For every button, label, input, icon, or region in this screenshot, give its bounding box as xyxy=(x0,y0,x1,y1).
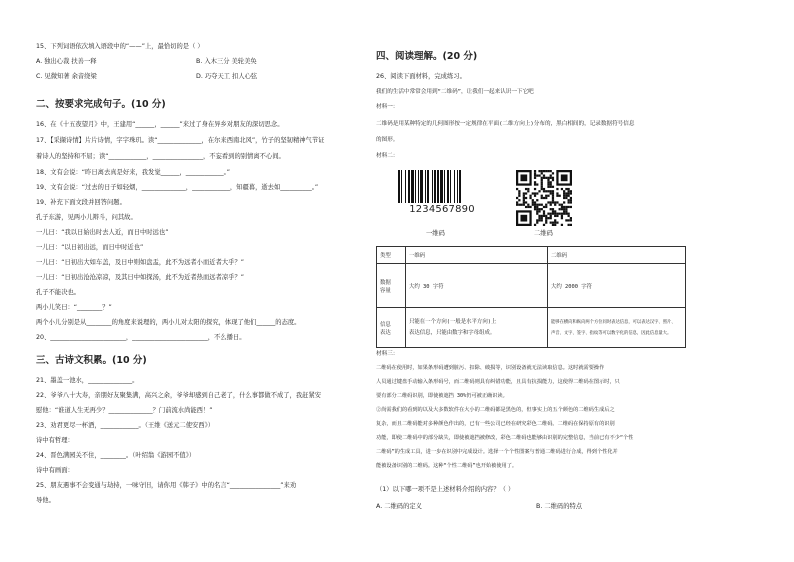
qr-module xyxy=(547,170,549,172)
qr-module xyxy=(550,222,552,224)
qr-module xyxy=(543,177,545,179)
qr-module xyxy=(552,190,554,192)
qr-module xyxy=(559,208,561,210)
qr-module xyxy=(534,204,536,206)
option-d: D. 巧夺天工 扣人心弦 xyxy=(196,73,258,80)
table-row xyxy=(377,308,686,348)
section-3-heading: 三、古诗文积累。(10 分) xyxy=(36,355,147,366)
qr-module xyxy=(525,201,527,203)
qr-module xyxy=(541,197,543,199)
qr-module xyxy=(523,201,525,203)
caption-2d: 二维码 xyxy=(534,230,553,237)
material-3-line: ②尚需我们的看到的以及大多数软件在大小的二维码都是黑色的，但事实上的五个颜色的二维码生成后之 xyxy=(376,407,615,413)
qr-module xyxy=(547,190,549,192)
qr-module xyxy=(543,174,545,176)
barcode-bar xyxy=(459,170,461,203)
qr-module xyxy=(545,190,547,192)
qr-module xyxy=(554,219,556,221)
qr-module xyxy=(534,183,536,185)
qr-module xyxy=(520,204,522,206)
qr-module xyxy=(565,197,567,199)
qr-module xyxy=(570,217,572,219)
question-22: 22、爷爷八十大寿，亲朋好友聚集满，高兴之余，爷爷却感到自己老了，什么事都做不成了，我赶紧安 xyxy=(36,392,322,399)
qr-module xyxy=(534,195,536,197)
qr-code-image xyxy=(516,170,572,226)
qr-module xyxy=(552,195,554,197)
qr-module xyxy=(561,208,563,210)
barcode-bar xyxy=(415,170,416,203)
qr-module xyxy=(550,190,552,192)
qr-module xyxy=(545,217,547,219)
material-3-line: 二维码在使用时，如果条形码遭到脏污、扣除、破损等，识别设备就无法读取信息。这时就需要操作 xyxy=(376,365,605,371)
material-3-line: 复杂，而且二维码能对多种颜色作出的，已有一些公司已经在研究彩色二维码。二维码在保持原有的识别 xyxy=(376,421,615,427)
question-24: 24、晋色满园关不住，________。（叶绍翁《游园不值》） xyxy=(36,452,196,459)
material-2-label: 材料二： xyxy=(376,153,399,159)
qr-module xyxy=(561,215,563,217)
table-cell: 数据 容量 xyxy=(377,264,406,308)
question-25b: 导他。 xyxy=(36,497,55,504)
qr-module xyxy=(541,181,543,183)
qr-module xyxy=(538,190,540,192)
qr-module xyxy=(545,177,547,179)
qr-module xyxy=(568,195,570,197)
qr-module xyxy=(568,190,570,192)
qr-module xyxy=(543,215,545,217)
qr-module xyxy=(547,186,549,188)
question-26: 26、阅读下面材料，完成练习。 xyxy=(376,73,466,80)
qr-module xyxy=(534,224,536,226)
qr-module xyxy=(563,192,565,194)
qr-module xyxy=(518,190,520,192)
qr-module xyxy=(565,206,567,208)
barcode-bar xyxy=(401,170,402,203)
qr-module xyxy=(541,217,543,219)
qr-module xyxy=(563,213,565,215)
qr-module xyxy=(523,197,525,199)
question-21: 21、墨盖一池水，______________。 xyxy=(36,377,139,384)
qr-module xyxy=(527,206,529,208)
question-22b: 慰他：“谁道人生无再少？______________？门前流水尚能西！” xyxy=(36,407,213,414)
qr-module xyxy=(543,224,545,226)
qr-module xyxy=(536,204,538,206)
qr-module xyxy=(547,181,549,183)
qr-module xyxy=(556,213,558,215)
qr-module xyxy=(543,206,545,208)
qr-module xyxy=(541,177,543,179)
qr-module xyxy=(563,197,565,199)
qr-module xyxy=(547,213,549,215)
qr-module xyxy=(532,204,534,206)
qr-module xyxy=(570,206,572,208)
table-cell: 大约 2000 字符 xyxy=(548,264,686,308)
qr-module xyxy=(550,192,552,194)
qr-module xyxy=(516,204,518,206)
qr-module xyxy=(561,188,563,190)
qr-module xyxy=(516,201,518,203)
qr-module xyxy=(570,197,572,199)
qr-module xyxy=(563,210,565,212)
qr-module xyxy=(552,222,554,224)
qr-module xyxy=(518,199,520,201)
qr-module xyxy=(568,213,570,215)
qr-module xyxy=(534,208,536,210)
qr-module xyxy=(556,222,558,224)
question-23b: 诗中有哲理： xyxy=(36,437,74,444)
qr-module xyxy=(570,199,572,201)
qr-module xyxy=(541,179,543,181)
qr-module xyxy=(550,208,552,210)
qr-module xyxy=(525,197,527,199)
table-row xyxy=(377,247,686,264)
table-cell: 能够在横向和纵向两个方位同时表达信息，可以表达汉字、照片、 声音、文字、签字、指纹等可以数字化的信息，因此信息量大。 xyxy=(548,308,686,348)
qr-module xyxy=(568,206,570,208)
qr-module xyxy=(541,183,543,185)
qr-module xyxy=(556,201,558,203)
table-cell: 只能在一个方向(一般是水平方向)上 表达信息，只能由数字和字母组成。 xyxy=(406,308,548,348)
qr-module xyxy=(538,217,540,219)
qr-module xyxy=(536,213,538,215)
option-a: A. 独出心裁 扶善一释 xyxy=(36,58,97,65)
qr-module xyxy=(534,192,536,194)
qr-module xyxy=(538,174,540,176)
question-18: 18、文有会说：“昨日离去真是好来，我发觉______，____________。” xyxy=(36,169,230,176)
qr-module xyxy=(543,197,545,199)
qr-module xyxy=(565,192,567,194)
sub-question-1: （1）以下哪一项不是上述材料介绍的内容？（ ） xyxy=(376,486,515,493)
qr-module xyxy=(552,177,554,179)
qr-module xyxy=(541,219,543,221)
qr-module xyxy=(556,188,558,190)
qr-module xyxy=(554,215,556,217)
caption-1d: 一维码 xyxy=(426,230,445,237)
passage-line-1: 孔子东游，见两小儿辩斗，问其故。 xyxy=(36,214,137,221)
qr-module xyxy=(538,210,540,212)
qr-module xyxy=(527,190,529,192)
qr-module xyxy=(543,213,545,215)
barcode-bar xyxy=(457,170,458,203)
qr-module xyxy=(529,195,531,197)
question-17a: 17、【采撷诗情】片片诗情，字字珠玑。读“______________，在尔来西南北风”，竹子的坚韧精神气节证 xyxy=(36,137,325,144)
question-20: 20、________________________，________________________，不么播日。 xyxy=(36,334,246,341)
barcode-bar xyxy=(408,170,410,203)
qr-module xyxy=(536,210,538,212)
barcode-bar xyxy=(450,170,451,203)
qr-module xyxy=(538,219,540,221)
option-a: A. 二维码的定义 xyxy=(376,503,422,510)
qr-module xyxy=(561,206,563,208)
qr-module xyxy=(554,224,556,226)
qr-module xyxy=(547,177,549,179)
qr-module xyxy=(552,199,554,201)
qr-module xyxy=(534,201,536,203)
qr-module xyxy=(552,208,554,210)
barcode-bar xyxy=(440,170,443,203)
qr-module xyxy=(518,192,520,194)
material-3-line: 要有部分二维码识别，即使被遮挡 30%仍可被正确识读。 xyxy=(376,393,508,399)
qr-module xyxy=(563,190,565,192)
qr-module xyxy=(534,181,536,183)
qr-module xyxy=(554,210,556,212)
qr-module xyxy=(568,192,570,194)
barcode-bar xyxy=(437,170,439,203)
qr-module xyxy=(565,188,567,190)
material-3-label: 材料三： xyxy=(376,351,399,357)
qr-module xyxy=(541,208,543,210)
qr-module xyxy=(536,199,538,201)
qr-module xyxy=(538,204,540,206)
qr-module xyxy=(534,177,536,179)
option-b: B. 入木三分 美轮美奂 xyxy=(196,58,257,65)
material-3-line: 能被设备识别的二维码。这种“个性二维码”也开始被使用了。 xyxy=(376,463,518,469)
passage-question: 两个小儿分别是从________的角度来说理的，两小儿对太阳的探究，体现了他们______的态度。 xyxy=(36,319,301,326)
qr-module xyxy=(552,186,554,188)
barcode-bar xyxy=(447,170,449,203)
qr-module xyxy=(550,170,552,172)
qr-module xyxy=(550,183,552,185)
question-19: 19、补充下面文段并回答问题。 xyxy=(36,199,126,206)
barcode-bar xyxy=(434,170,436,203)
qr-module xyxy=(556,192,558,194)
qr-module xyxy=(523,199,525,201)
barcode-bar xyxy=(405,170,406,203)
question-24b: 诗中有画面： xyxy=(36,467,74,474)
material-1-text: 二维码是用某种特定的几何图形按一定规律在平面(二维方向上)分布的，黑白相间的，记录数据符号信息 xyxy=(376,121,635,127)
material-3-line: 二维码”的生成工具，进一步在识别中完成设计。选择一个个性图案与普通二维码进行合成，得到个性化并 xyxy=(376,449,618,455)
table-cell: 类型 xyxy=(377,247,406,264)
qr-module xyxy=(541,204,543,206)
qr-module xyxy=(547,201,549,203)
qr-module xyxy=(536,192,538,194)
qr-module xyxy=(529,197,531,199)
qr-module xyxy=(538,215,540,217)
question-23: 23、劝君更尽一杯酒，____________。（王维《送元二使安西》） xyxy=(36,422,215,429)
intro-text: 我们的生活中常常会用到“二维码”，让我们一起来认识一下它吧 xyxy=(376,89,534,95)
qr-module xyxy=(545,215,547,217)
option-b: B. 二维码的特点 xyxy=(536,503,583,510)
barcode-bar xyxy=(418,170,419,203)
qr-module xyxy=(516,197,518,199)
qr-module xyxy=(534,206,536,208)
table-cell: 二维码 xyxy=(548,247,686,264)
passage-line-5: 一儿曰：“日初出沧沧凉凉，及其日中如探汤，此不为近者热而远者凉乎？” xyxy=(36,274,245,281)
qr-module xyxy=(523,192,525,194)
qr-module xyxy=(556,215,558,217)
qr-module xyxy=(550,204,552,206)
barcode-bar xyxy=(427,170,429,203)
qr-module xyxy=(565,213,567,215)
qr-module xyxy=(552,197,554,199)
qr-module xyxy=(545,219,547,221)
qr-module xyxy=(523,195,525,197)
qr-module xyxy=(532,192,534,194)
qr-module xyxy=(525,192,527,194)
qr-module xyxy=(565,208,567,210)
qr-module xyxy=(554,201,556,203)
qr-module xyxy=(536,206,538,208)
material-3-line: 功能，即使二维码中的部分缺失，即使被遮挡被修改，彩色二维码也能够由识别的完整信息，当前已有不少“个性 xyxy=(376,435,634,441)
qr-module xyxy=(561,217,563,219)
qr-module xyxy=(570,224,572,226)
qr-module xyxy=(552,192,554,194)
qr-module xyxy=(545,170,547,172)
qr-module xyxy=(559,195,561,197)
qr-module xyxy=(547,179,549,181)
passage-line-2: 一儿曰：“我以日始出时去人近，而日中时远也” xyxy=(36,229,169,236)
passage-line-3: 一儿曰：“以日初出远，而日中时近也” xyxy=(36,244,144,251)
qr-module xyxy=(538,208,540,210)
qr-module xyxy=(561,174,568,181)
qr-module xyxy=(536,222,538,224)
qr-module xyxy=(563,195,565,197)
material-3-line: 人员通过键盘手动输入条形码号，而二维码则具有纠错功能，且具有抗损能力，这使得二维码在图示时，只 xyxy=(376,379,620,385)
passage-line-6: 孔子不能决也。 xyxy=(36,289,81,296)
qr-module xyxy=(554,204,556,206)
qr-module xyxy=(516,188,518,190)
qr-module xyxy=(545,222,547,224)
qr-module xyxy=(541,195,543,197)
qr-module xyxy=(565,195,567,197)
qr-module xyxy=(552,213,554,215)
material-1-text2: 的图形。 xyxy=(376,137,399,143)
comparison-table xyxy=(376,246,686,348)
qr-module xyxy=(570,190,572,192)
qr-module xyxy=(568,201,570,203)
qr-module xyxy=(520,174,527,181)
qr-module xyxy=(536,208,538,210)
qr-module xyxy=(550,215,552,217)
barcode-bar xyxy=(425,170,426,203)
qr-module xyxy=(559,204,561,206)
qr-module xyxy=(545,204,547,206)
qr-module xyxy=(536,174,538,176)
qr-module xyxy=(543,210,545,212)
qr-module xyxy=(547,217,549,219)
qr-module xyxy=(568,188,570,190)
qr-module xyxy=(529,206,531,208)
option-c: C. 见微知著 余音绕梁 xyxy=(36,73,97,80)
passage-line-7: 两小儿笑曰：“________？” xyxy=(36,304,112,311)
qr-module xyxy=(563,208,565,210)
material-1-label: 材料一： xyxy=(376,104,399,110)
table-cell: 大约 30 字符 xyxy=(406,264,548,308)
qr-module xyxy=(550,181,552,183)
qr-module xyxy=(532,199,534,201)
question-25: 25、朋友遇事不会变通与劫持，一味守旧，请你用《韩子》中的名言“________________”来劝 xyxy=(36,482,297,489)
qr-module xyxy=(541,170,543,172)
qr-module xyxy=(543,170,545,172)
qr-module xyxy=(552,179,554,181)
qr-module xyxy=(527,204,529,206)
qr-module xyxy=(559,213,561,215)
qr-module xyxy=(550,177,552,179)
qr-module xyxy=(568,199,570,201)
barcode-bar xyxy=(398,170,400,203)
qr-module xyxy=(545,197,547,199)
question-16: 16、在《十五夜望月》中，王建用“______，______”来过了身在异乡对朋友的深切思念。 xyxy=(36,121,284,128)
qr-module xyxy=(520,215,527,222)
qr-module xyxy=(523,204,525,206)
qr-module xyxy=(534,170,536,172)
qr-module xyxy=(568,219,570,221)
barcode-number: 1234567890 xyxy=(409,204,475,215)
question-15: 15、下列词语依次填入语段中的“——”上，最恰切的是（ ） xyxy=(36,43,204,50)
barcode-bar xyxy=(411,170,414,203)
qr-module xyxy=(561,213,563,215)
qr-module xyxy=(550,186,552,188)
qr-module xyxy=(556,195,558,197)
qr-module xyxy=(568,215,570,217)
qr-module xyxy=(525,206,527,208)
qr-module xyxy=(568,224,570,226)
qr-module xyxy=(547,195,549,197)
qr-module xyxy=(570,201,572,203)
qr-module xyxy=(518,204,520,206)
qr-module xyxy=(550,213,552,215)
passage-line-4: 一儿曰：“日初出大如车盖，及日中则如盘盂，此不为远者小而近者大乎？” xyxy=(36,259,245,266)
qr-module xyxy=(554,213,556,215)
qr-module xyxy=(565,219,567,221)
qr-module xyxy=(541,215,543,217)
qr-module xyxy=(541,172,543,174)
qr-module xyxy=(550,174,552,176)
qr-module xyxy=(543,190,545,192)
qr-module xyxy=(565,210,567,212)
table-cell: 信息 表达 xyxy=(377,308,406,348)
qr-module xyxy=(534,174,536,176)
qr-module xyxy=(541,188,543,190)
qr-module xyxy=(536,219,538,221)
qr-module xyxy=(541,186,543,188)
question-18b: 19、文有会说：“过去的日子如轻烟，______________，____________，知疆暮，逝去如__________。” xyxy=(36,184,319,191)
qr-module xyxy=(538,170,540,172)
qr-module xyxy=(534,188,536,190)
qr-module xyxy=(563,206,565,208)
table-cell: 一维码 xyxy=(406,247,548,264)
barcode-bar xyxy=(432,170,433,203)
qr-module xyxy=(534,172,536,174)
qr-module xyxy=(561,224,563,226)
question-17b: 着诗人的坚持和不屈；读“____________，________________，不妄看到的别情离不心间。 xyxy=(36,153,285,160)
qr-module xyxy=(554,222,556,224)
qr-module xyxy=(527,188,529,190)
table-row xyxy=(377,264,686,308)
qr-module xyxy=(518,195,520,197)
qr-module xyxy=(570,219,572,221)
qr-module xyxy=(552,210,554,212)
barcode-bar xyxy=(444,170,445,203)
barcode-bar xyxy=(454,170,455,203)
qr-module xyxy=(525,188,527,190)
qr-module xyxy=(570,192,572,194)
qr-module xyxy=(532,201,534,203)
qr-module xyxy=(552,201,554,203)
qr-module xyxy=(545,206,547,208)
section-4-heading: 四、阅读理解。(20 分) xyxy=(376,51,478,62)
qr-module xyxy=(545,195,547,197)
qr-module xyxy=(536,183,538,185)
qr-module xyxy=(561,204,563,206)
qr-module xyxy=(563,201,565,203)
qr-module xyxy=(552,172,554,174)
qr-module xyxy=(543,188,545,190)
barcode-bar xyxy=(420,170,423,203)
qr-module xyxy=(552,224,554,226)
qr-module xyxy=(547,183,549,185)
qr-module xyxy=(550,217,552,219)
qr-module xyxy=(550,201,552,203)
section-2-heading: 二、按要求完成句子。(10 分) xyxy=(36,99,166,110)
